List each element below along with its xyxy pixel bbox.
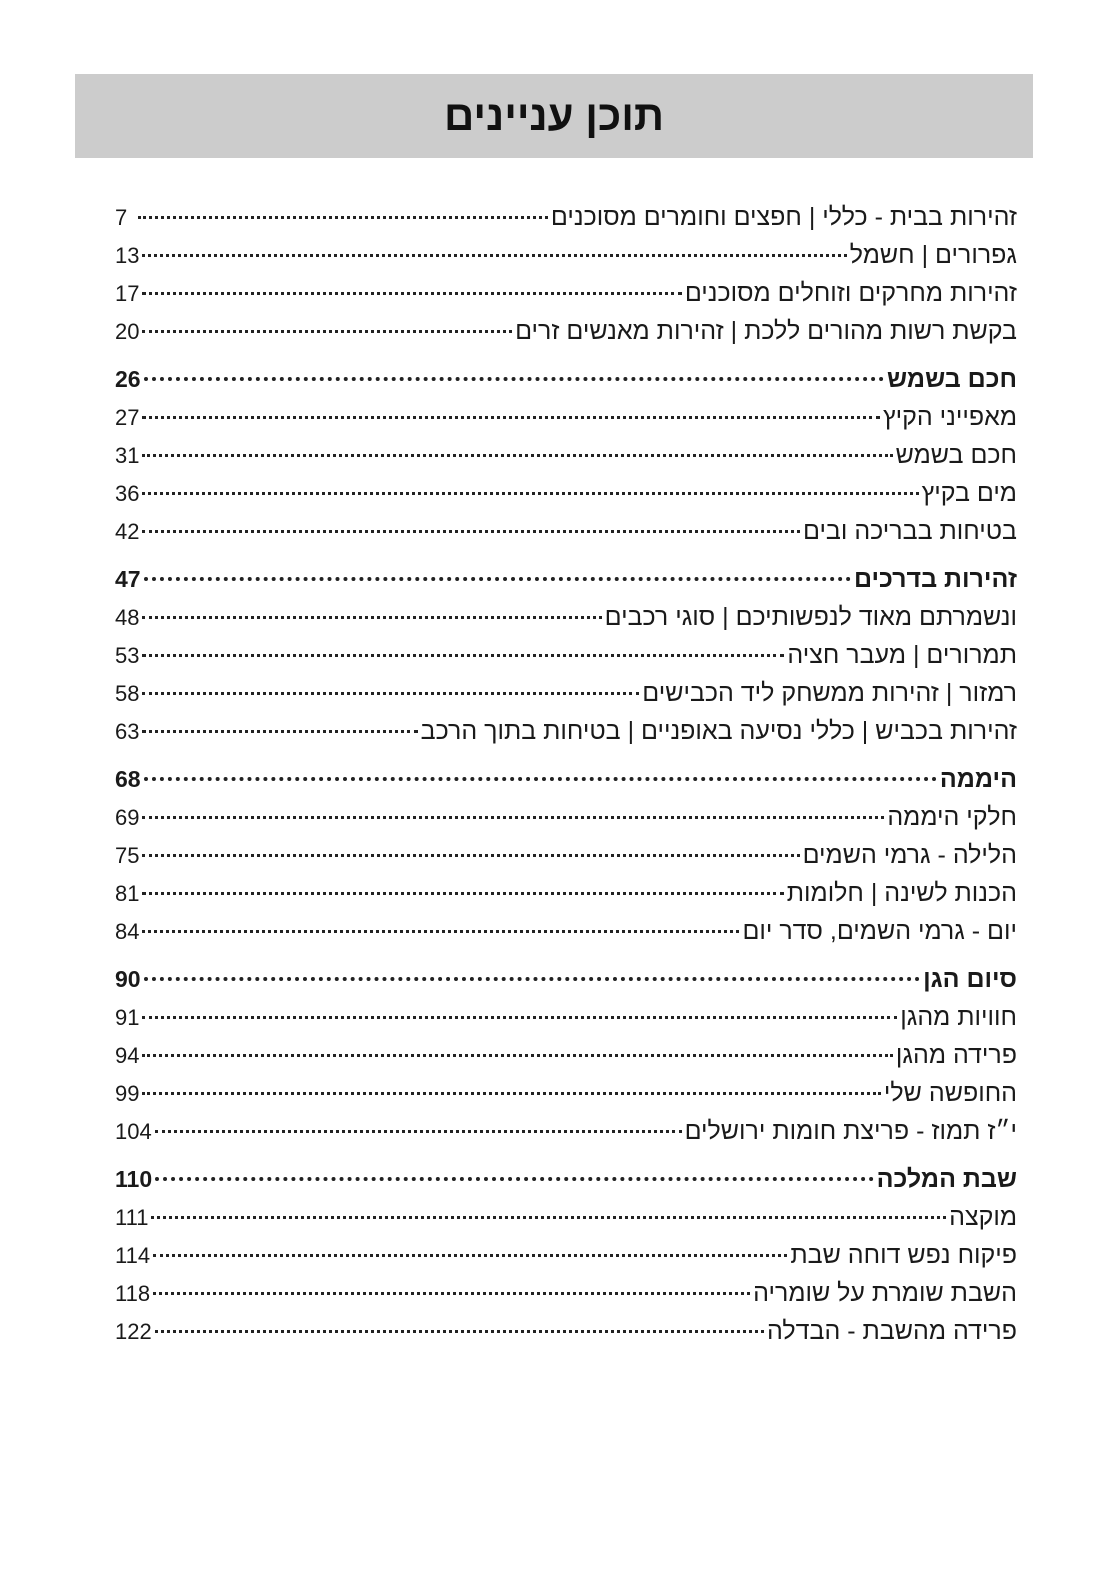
dot-leader [142, 254, 846, 257]
dot-leader [142, 816, 884, 819]
toc-entry-title: חוויות מהגן [900, 1003, 1017, 1031]
toc-entry-title: ונשמרתם מאוד לנפשותיכם | סוגי רכבים [604, 603, 1017, 631]
dot-leader [144, 577, 851, 581]
title-banner [75, 74, 1033, 158]
toc-entry-row[interactable] [115, 1274, 1017, 1312]
dot-leader [153, 1292, 750, 1295]
toc-entry-title: חלקי היממה [887, 803, 1017, 831]
toc-entry-title: השבת שומרת על שומריה [753, 1279, 1017, 1307]
dot-leader [142, 1092, 880, 1095]
toc-page-number: 84 [115, 919, 140, 944]
dot-leader [142, 616, 601, 619]
toc-page-number: 58 [115, 681, 140, 706]
dot-leader [153, 1254, 787, 1257]
toc-page-number: 75 [115, 843, 140, 868]
toc-page-number: 26 [115, 366, 141, 392]
toc-page-number: 99 [115, 1081, 140, 1106]
dot-leader [144, 377, 884, 381]
toc-entry-row[interactable] [115, 1112, 1017, 1150]
toc-entry-title: פרידה מהשבת - הבדלה [767, 1317, 1017, 1345]
dot-leader [142, 730, 417, 733]
dot-leader [155, 1177, 874, 1181]
toc-section-title: סיום הגן [923, 965, 1017, 993]
dot-leader [144, 777, 937, 781]
toc-entry-row[interactable] [115, 398, 1017, 436]
dot-leader [142, 692, 639, 695]
toc-entry-row[interactable] [115, 236, 1017, 274]
dot-leader [142, 1054, 892, 1057]
dot-leader [155, 1330, 764, 1333]
toc-entry-title: זהירות בבית - כללי | חפצים וחומרים מסוכנים [550, 203, 1017, 231]
toc-page-number: 42 [115, 519, 140, 544]
toc-entry-title: הכנות לשינה | חלומות [786, 879, 1017, 907]
toc-page-number: 114 [115, 1243, 151, 1268]
toc-entry-row[interactable] [115, 512, 1017, 550]
toc-entry-title: יום - גרמי השמים, סדר יום [742, 917, 1017, 945]
toc-page-number: 48 [115, 605, 140, 630]
dot-leader [142, 654, 784, 657]
toc-section-title: היממה [939, 765, 1017, 793]
toc-section-title: חכם בשמש [887, 365, 1017, 393]
dot-leader [142, 530, 800, 533]
toc-entry-title: זהירות מחרקים וזוחלים מסוכנים [684, 279, 1017, 307]
toc-entry-title: בקשת רשות מהורים ללכת | זהירות מאנשים זרים [515, 317, 1017, 345]
toc-entry-row[interactable] [115, 874, 1017, 912]
toc-page-number: 90 [115, 966, 141, 992]
toc-entry-title: חכם בשמש [895, 441, 1017, 469]
toc-section-row[interactable] [115, 1160, 1017, 1198]
toc-page-number: 104 [115, 1119, 152, 1144]
toc-page-number: 110 [115, 1166, 153, 1192]
toc-section-row[interactable] [115, 760, 1017, 798]
toc-entry-title: פרידה מהגן [895, 1041, 1017, 1069]
toc-entry-row[interactable] [115, 798, 1017, 836]
toc-section-row[interactable] [115, 960, 1017, 998]
dot-leader [138, 216, 548, 219]
toc-entry-row[interactable] [115, 198, 1017, 236]
dot-leader [142, 854, 799, 857]
toc-page-number: 118 [115, 1281, 151, 1306]
dot-leader [142, 330, 512, 333]
toc-entry-row[interactable] [115, 474, 1017, 512]
toc-page-number: 36 [115, 481, 140, 506]
toc-entry-title: רמזור | זהירות ממשחק ליד הכבישים [642, 679, 1017, 707]
toc-page-number: 31 [115, 443, 140, 468]
toc-page-number: 91 [115, 1005, 140, 1030]
toc-page-number: 63 [115, 719, 140, 744]
dot-leader [142, 292, 681, 295]
toc-entry-row[interactable] [115, 712, 1017, 750]
toc-entry-row[interactable] [115, 436, 1017, 474]
toc-entry-row[interactable] [115, 1236, 1017, 1274]
dot-leader [142, 454, 892, 457]
toc-entry-title: מים בקיץ [921, 479, 1017, 507]
toc-entry-row[interactable] [115, 1198, 1017, 1236]
toc-entry-row[interactable] [115, 274, 1017, 312]
table-of-contents [115, 198, 1017, 1350]
toc-entry-title: זהירות בכביש | כללי נסיעה באופניים | בטיחות בתוך הרכב [420, 717, 1017, 745]
toc-page-number: 69 [115, 805, 140, 830]
toc-entry-title: פיקוח נפש דוחה שבת [790, 1241, 1017, 1269]
toc-entry-row[interactable] [115, 998, 1017, 1036]
toc-entry-title: בטיחות בבריכה ובים [802, 517, 1017, 545]
toc-entry-row[interactable] [115, 312, 1017, 350]
toc-entry-row[interactable] [115, 1036, 1017, 1074]
toc-page-number: 122 [115, 1319, 152, 1344]
toc-page-number: 68 [115, 766, 141, 792]
toc-page-number: 111 [115, 1205, 149, 1230]
toc-entry-title: תמרורים | מעבר חציה [787, 641, 1017, 669]
toc-section-row[interactable] [115, 360, 1017, 398]
dot-leader [142, 416, 880, 419]
dot-leader [151, 1216, 946, 1219]
toc-page-number: 81 [115, 881, 140, 906]
toc-entry-title: מוקצה [949, 1203, 1017, 1231]
toc-entry-row[interactable] [115, 636, 1017, 674]
toc-entry-title: מאפייני הקיץ [883, 403, 1017, 431]
toc-page-number: 20 [115, 319, 140, 344]
toc-entry-title: י״ז תמוז - פריצת חומות ירושלים [684, 1117, 1017, 1145]
toc-entry-row[interactable] [115, 1312, 1017, 1350]
toc-entry-row[interactable] [115, 912, 1017, 950]
toc-page-number: 47 [115, 566, 141, 592]
dot-leader [144, 977, 920, 981]
toc-section-row[interactable] [115, 560, 1017, 598]
toc-entry-row[interactable] [115, 1074, 1017, 1112]
toc-entry-title: גפרורים | חשמל [849, 241, 1017, 269]
dot-leader [155, 1130, 682, 1133]
dot-leader [142, 492, 918, 495]
dot-leader [142, 930, 739, 933]
toc-entry-title: החופשה שלי [883, 1079, 1017, 1107]
toc-entry-row[interactable] [115, 836, 1017, 874]
toc-page-number: 13 [115, 243, 140, 268]
toc-page-number: 27 [115, 405, 140, 430]
toc-page-number: 53 [115, 643, 140, 668]
toc-page-number: 7 [115, 205, 128, 230]
dot-leader [142, 892, 783, 895]
page-title: תוכן עניינים [444, 92, 665, 139]
toc-entry-row[interactable] [115, 674, 1017, 712]
toc-entry-title: הלילה - גרמי השמים [802, 841, 1017, 869]
toc-section-title: זהירות בדרכים [853, 565, 1017, 593]
dot-leader [142, 1016, 897, 1019]
toc-entry-row[interactable] [115, 598, 1017, 636]
toc-section-title: שבת המלכה [876, 1165, 1017, 1193]
toc-page-number: 94 [115, 1043, 140, 1068]
toc-page-number: 17 [115, 281, 140, 306]
